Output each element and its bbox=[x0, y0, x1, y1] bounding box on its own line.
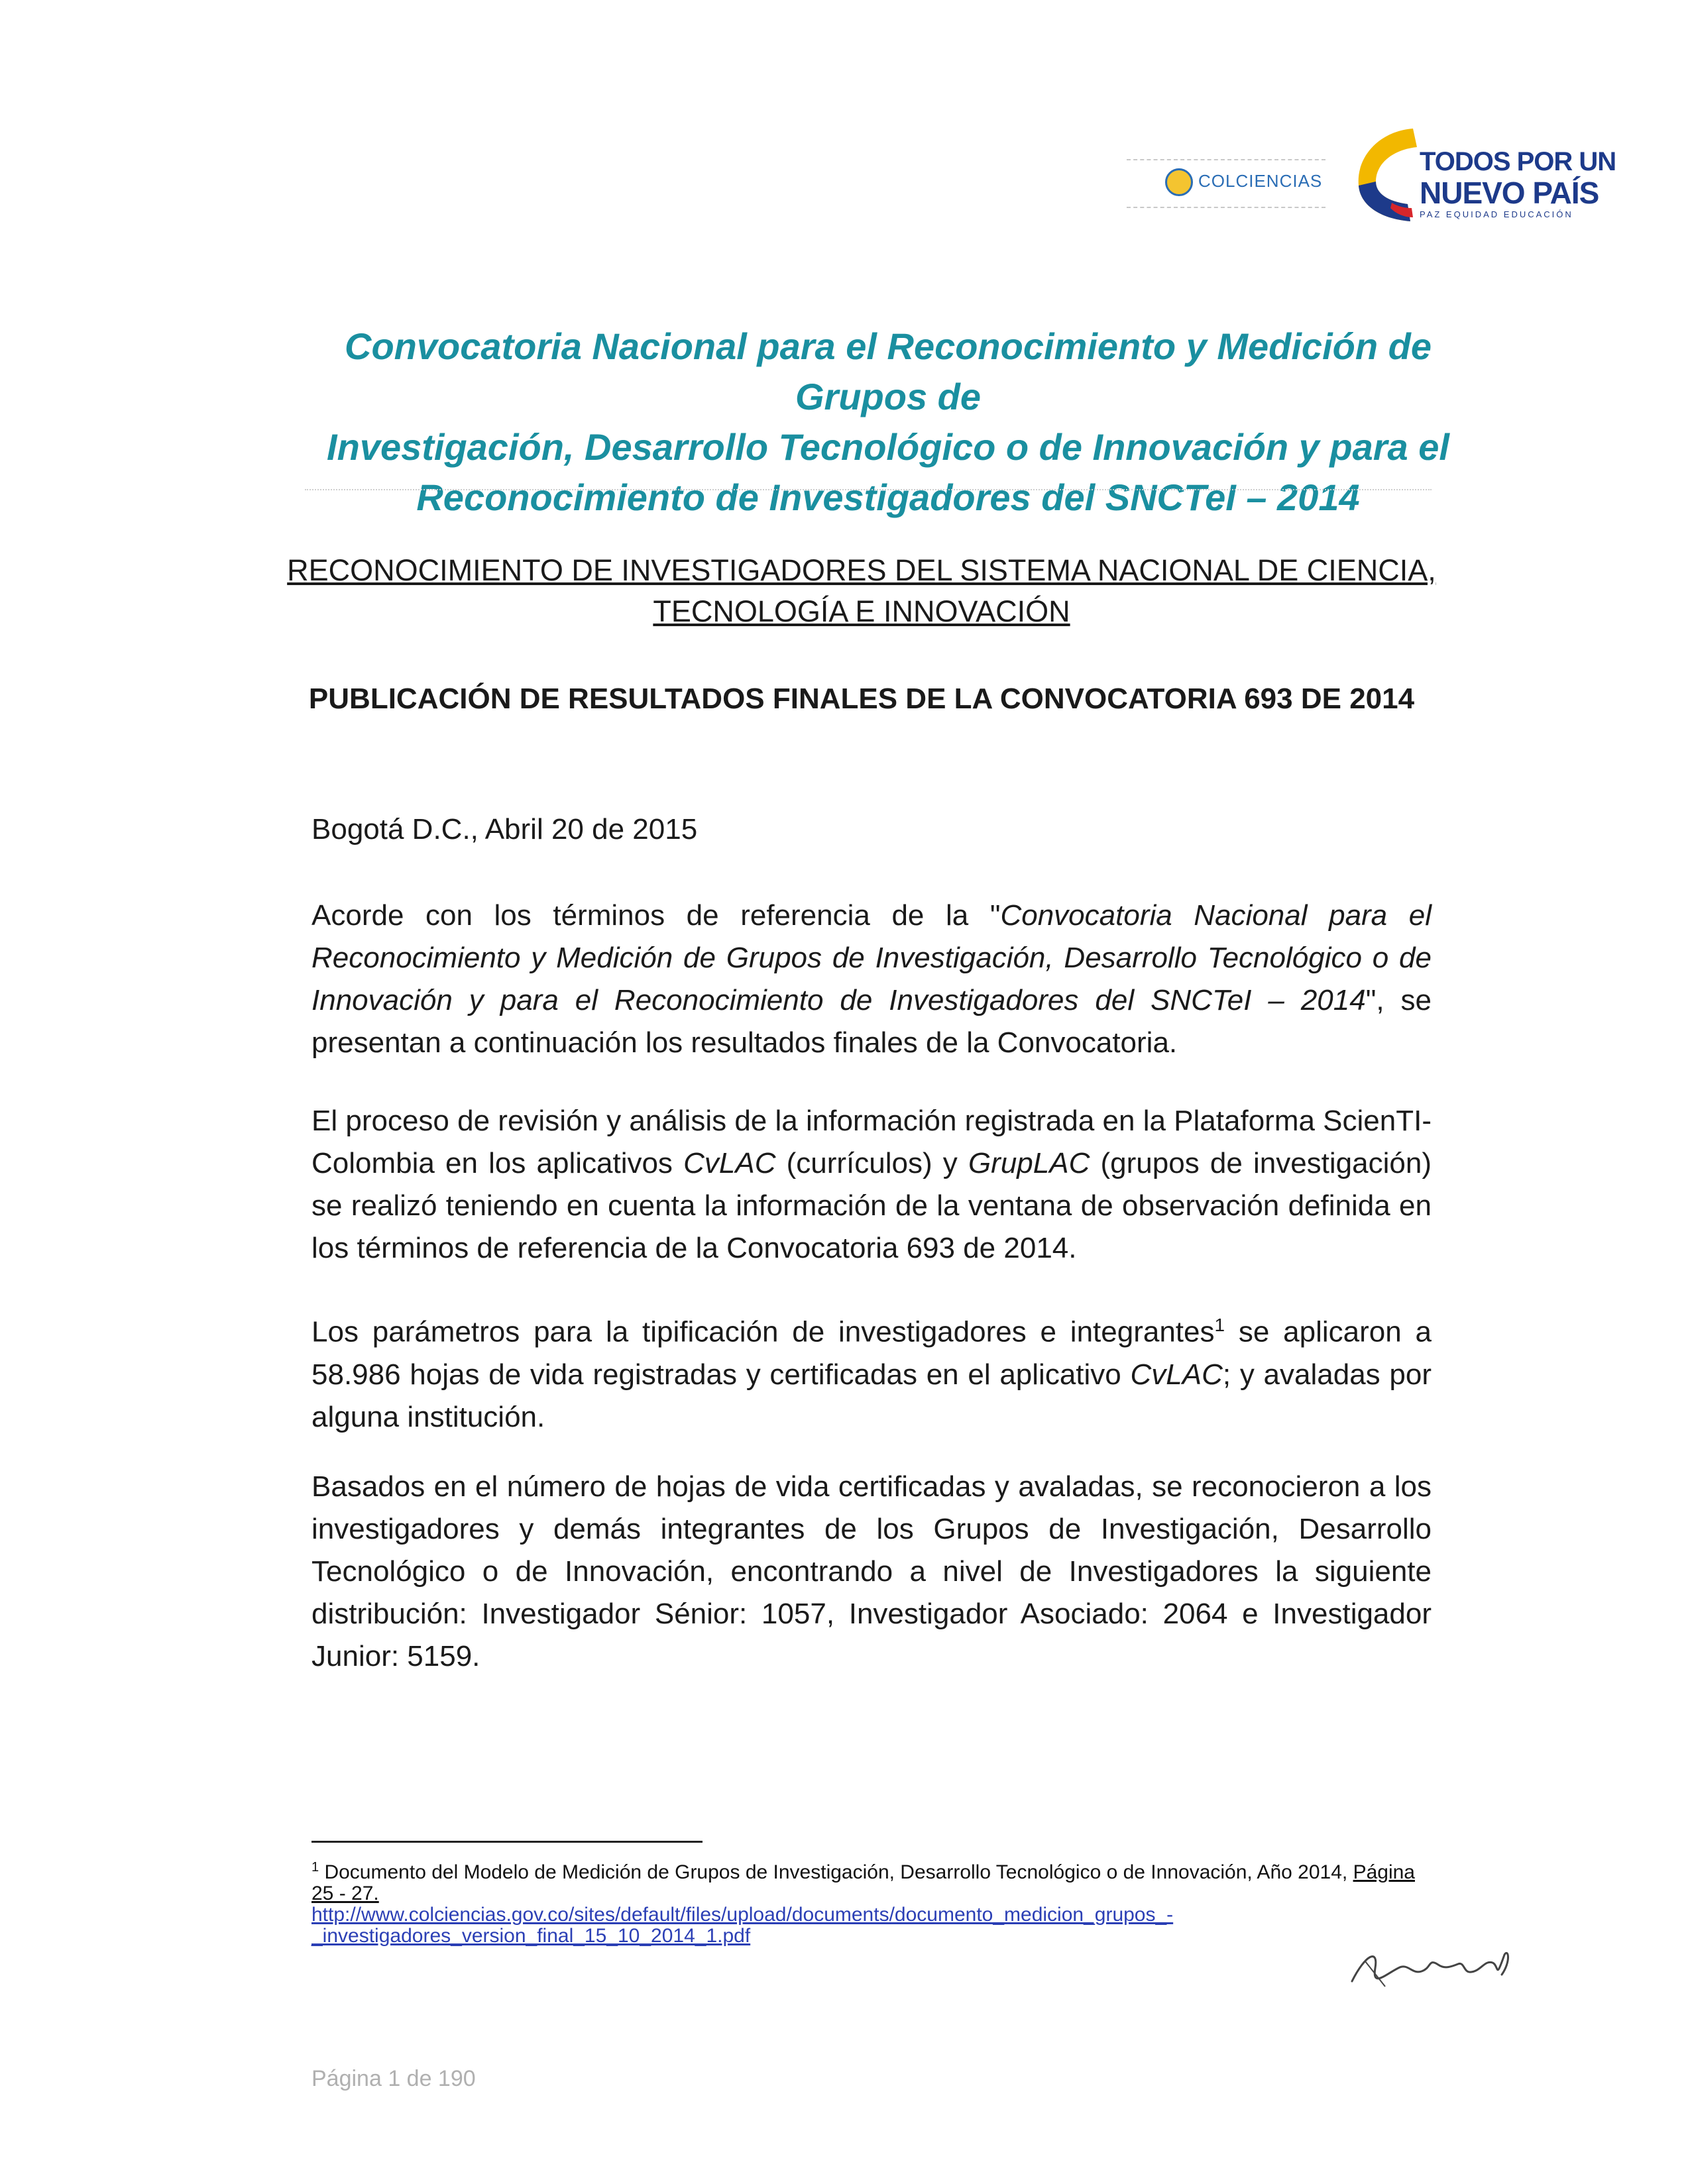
p2-cvlac: CvLAC bbox=[683, 1147, 776, 1179]
footnote-text-line bbox=[311, 1857, 1425, 1904]
slogan-line3: PAZ EQUIDAD EDUCACIÓN bbox=[1420, 209, 1573, 219]
slogan-line1: TODOS POR UN bbox=[1420, 147, 1616, 176]
footnote bbox=[311, 1857, 1425, 1947]
document-title bbox=[278, 321, 1498, 523]
document-date: Bogotá D.C., Abril 20 de 2015 bbox=[311, 813, 698, 846]
paragraph-2 bbox=[311, 1100, 1432, 1270]
p1-post: ", se presentan a continuación los resultados finales de la Convocatoria. bbox=[311, 984, 1432, 1059]
slogan-line2: NUEVO PAÍS bbox=[1420, 176, 1599, 210]
colciencias-logo bbox=[1127, 159, 1325, 208]
title-divider bbox=[305, 489, 1432, 490]
p2-pre: El proceso de revisión y análisis de la información registrada en la Plataforma ScienTI-Colombia en los aplicativos bbox=[311, 1105, 1432, 1179]
footnote-link-line1[interactable]: http://www.colciencias.gov.co/sites/default/files/upload/documents/documento_medicion_grupos_- bbox=[311, 1904, 1174, 1926]
p3-cvlac: CvLAC bbox=[1130, 1358, 1223, 1391]
p2-mid: (currículos) y bbox=[775, 1147, 968, 1179]
p3-post: ; y avaladas por alguna institución. bbox=[311, 1358, 1432, 1433]
p2-post: (grupos de investigación) se realizó teniendo en cuenta la información de la ventana de observación definida en los términos de referencia de la Convocatoria 693 de 2014. bbox=[311, 1147, 1432, 1264]
paragraph-4: Basados en el número de hojas de vida certificadas y avaladas, se reconocieron a los investigadores y demás integrantes de los Grupos de Investigación, Desarrollo Tecnológico o de Innovación, encontrando a nivel de Investigadores la siguiente distribución: Investigador Sénior: 1057, Investigador Asociado: 2064 e Investigador Junior: 5159. bbox=[311, 1470, 1432, 1672]
title-line1: Convocatoria Nacional para el Reconocimiento y Medición de Grupos de bbox=[345, 325, 1432, 417]
todos-por-un-nuevo-pais-logo-icon bbox=[1352, 125, 1425, 224]
colciencias-label: COLCIENCIAS bbox=[1198, 171, 1323, 191]
footnote-page-ref: Página 25 - 27. bbox=[311, 1861, 1415, 1904]
title-line3: Reconocimiento de Investigadores del SNCTeI – 2014 bbox=[416, 476, 1360, 518]
colombia-seal-icon bbox=[1165, 168, 1193, 196]
p3-mid: se aplicaron a 58.986 hojas de vida registradas y certificadas en el aplicativo bbox=[311, 1315, 1432, 1391]
section-subtitle bbox=[265, 550, 1458, 632]
footnote-text: Documento del Modelo de Medición de Grupos de Investigación, Desarrollo Tecnológico o de Innovación, Año 2014, bbox=[319, 1861, 1353, 1883]
paragraph-3 bbox=[311, 1304, 1432, 1439]
footnote-reference[interactable]: 1 bbox=[1214, 1315, 1225, 1335]
title-line2: Investigación, Desarrollo Tecnológico o de Innovación y para el bbox=[327, 426, 1449, 468]
footnote-divider bbox=[311, 1841, 703, 1843]
p3-pre: Los parámetros para la tipificación de investigadores e integrantes bbox=[311, 1315, 1215, 1348]
subtitle-line1: RECONOCIMIENTO DE INVESTIGADORES DEL SISTEMA NACIONAL DE CIENCIA, bbox=[287, 553, 1436, 587]
page-number: Página 1 de 190 bbox=[311, 2066, 476, 2091]
footnote-link-line2[interactable]: _investigadores_version_final_15_10_2014_1.pdf bbox=[311, 1925, 751, 1947]
paragraph-1 bbox=[311, 895, 1432, 1064]
p1-pre: Acorde con los términos de referencia de la " bbox=[311, 899, 1001, 932]
signature-icon bbox=[1345, 1935, 1518, 2001]
footnote-number: 1 bbox=[311, 1860, 319, 1875]
subtitle-line2: TECNOLOGÍA E INNOVACIÓN bbox=[653, 594, 1070, 628]
publication-heading: PUBLICACIÓN DE RESULTADOS FINALES DE LA CONVOCATORIA 693 DE 2014 bbox=[308, 682, 1415, 715]
p1-italic: Convocatoria Nacional para el Reconocimiento y Medición de Grupos de Investigación, Desarrollo Tecnológico o de Innovación y para el Reconocimiento de Investigadores del SNCTeI – 2014 bbox=[311, 899, 1432, 1016]
p2-gruplac: GrupLAC bbox=[968, 1147, 1090, 1179]
